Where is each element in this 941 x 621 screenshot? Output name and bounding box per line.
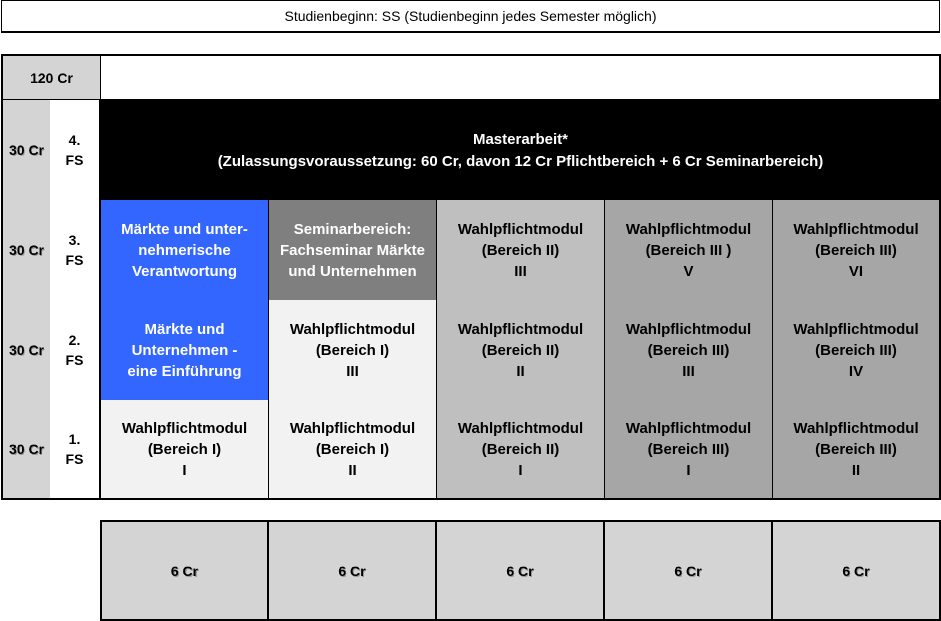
column-credit-label: 6 Cr [674,562,702,579]
module-line: Märkte und [144,320,225,338]
module-line: nehmerische [138,241,231,259]
module-cell [604,200,773,301]
column-credit-label: 6 Cr [506,562,534,579]
module-line: Verantwortung [131,262,237,280]
module-cell [268,400,437,500]
semester-fs: FS [65,152,84,168]
module-line: III [346,362,359,380]
module-line: III [514,262,527,280]
module-line: Wahlpflichtmodul [121,419,248,437]
module-line: Wahlpflichtmodul [793,419,919,437]
thesis-note: (Zulassungsvoraussetzung: 60 Cr, davon 12 Cr Pflichtbereich + 6 Cr Seminarbereich) [217,152,824,170]
module-line: II [851,461,861,479]
module-cell [436,200,605,301]
module-cell [436,300,605,401]
module-cell [772,400,941,500]
module-cell [268,200,437,301]
semester-credits-1 [1,400,51,500]
semester-number: 2. [68,332,81,348]
total-credits-label: 120 Cr [30,69,73,86]
module-line: IV [848,362,864,380]
semester-number: 3. [68,232,81,248]
module-line: II [348,461,357,479]
module-cell [772,300,941,401]
module-line: (Bereich III ) [645,241,732,259]
total-credits-blank [100,54,941,101]
semester-credits-label: 30 Cr [8,142,45,158]
module-line: Seminarbereich: [293,220,412,238]
column-credit-cell [268,520,437,621]
semester-fs: FS [65,451,84,467]
semester-fs: FS [65,252,84,268]
column-credit-cell [100,520,269,621]
module-line: VI [848,262,864,280]
module-cell [268,300,437,401]
semester-credits-label: 30 Cr [8,441,45,457]
module-line: eine Einführung [127,362,242,380]
column-credit-cell [436,520,605,621]
semester-label-4 [50,100,101,201]
module-line: (Bereich III) [815,241,897,259]
semester-credits-2 [1,300,51,401]
module-line: V [683,262,694,280]
semester-label-3 [50,200,101,301]
semester-credits-4 [1,100,51,201]
semester-fs: FS [65,352,84,368]
module-cell [604,300,773,401]
column-credit-cell [772,520,941,621]
module-line: Wahlpflichtmodul [625,419,752,437]
module-line: III [682,362,695,380]
module-cell [100,200,269,301]
module-line: (Bereich I) [315,341,390,359]
semester-number: 1. [68,431,81,447]
total-credits-cell [1,54,101,101]
semester-label-2 [50,300,101,401]
module-line: Wahlpflichtmodul [457,320,584,338]
module-line: I [182,461,187,479]
column-credit-label: 6 Cr [338,562,366,579]
module-line: Wahlpflichtmodul [457,220,584,238]
module-cell [436,400,605,500]
module-cell [604,400,773,500]
column-credit-label: 6 Cr [842,562,870,579]
module-cell [772,200,941,301]
semester-number: 4. [68,132,81,148]
module-line: Wahlpflichtmodul [793,320,919,338]
column-credit-label: 6 Cr [170,562,199,579]
thesis-cell [100,100,941,201]
module-line: Unternehmen - [131,341,238,359]
module-line: und Unternehmen [288,262,417,280]
semester-credits-label: 30 Cr [8,242,45,258]
semester-label-1 [50,400,101,500]
module-cell [100,400,269,500]
module-line: (Bereich II) [481,440,560,458]
module-line: Wahlpflichtmodul [625,320,752,338]
module-line: Wahlpflichtmodul [625,220,752,238]
module-cell [100,300,269,401]
thesis-title: Masterarbeit* [472,130,569,148]
semester-credits-label: 30 Cr [8,342,45,358]
module-line: (Bereich III) [647,440,730,458]
module-line: II [516,362,525,380]
module-line: (Bereich III) [815,341,897,359]
module-line: Wahlpflichtmodul [457,419,584,437]
module-line: I [518,461,523,479]
module-line: (Bereich III) [647,341,730,359]
module-line: Wahlpflichtmodul [793,220,919,238]
module-line: I [686,461,691,479]
module-line: Märkte und unter- [121,220,248,238]
module-line: Wahlpflichtmodul [289,419,416,437]
module-line: (Bereich II) [481,241,560,259]
semester-credits-3 [1,200,51,301]
module-line: (Bereich III) [815,440,897,458]
module-line: (Bereich I) [315,440,390,458]
module-line: Fachseminar Märkte [279,241,426,259]
module-line: (Bereich II) [481,341,560,359]
module-line: Wahlpflichtmodul [289,320,416,338]
module-line: (Bereich I) [147,440,222,458]
column-credit-cell [604,520,773,621]
header-title: Studienbeginn: SS (Studienbeginn jedes Semester möglich) [284,8,657,24]
header-bar [1,0,940,33]
